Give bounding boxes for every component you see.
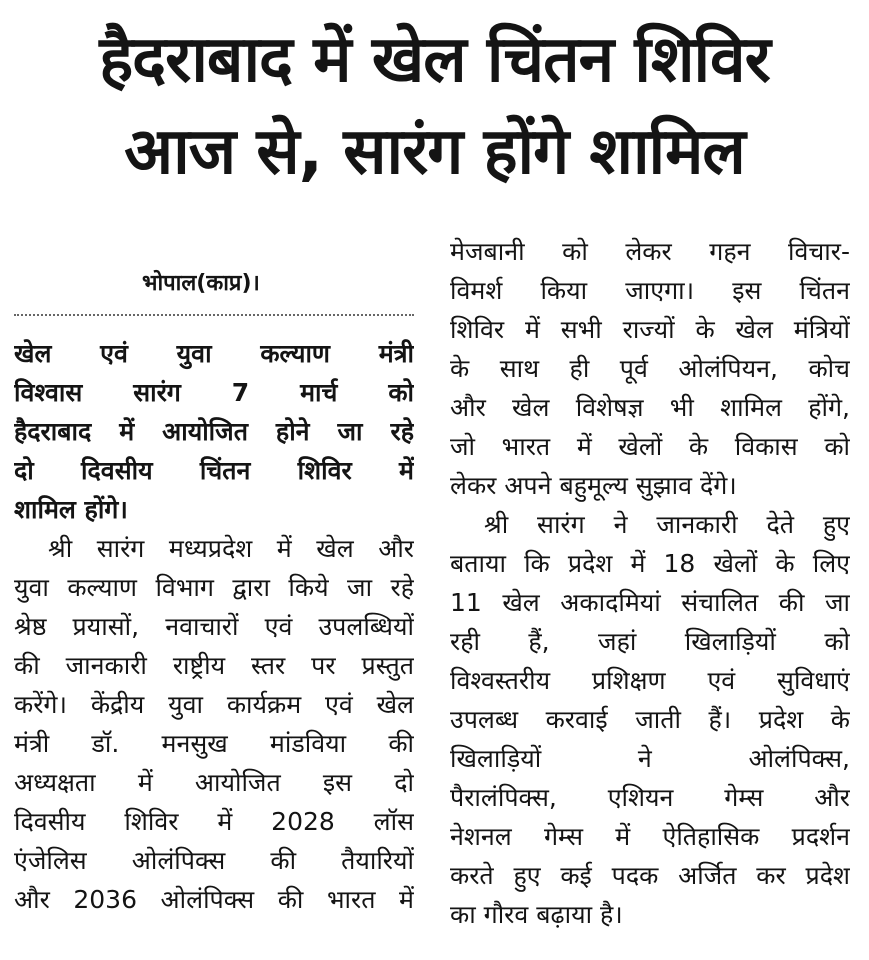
body-line: नेशनल गेम्स में ऐतिहासिक प्रदर्शन xyxy=(450,822,850,851)
lead-line: हैदराबाद में आयोजित होने जा रहे xyxy=(14,417,414,446)
body-line: करते हुए कई पदक अर्जित कर प्रदेश xyxy=(450,861,850,890)
left-column xyxy=(14,262,414,919)
dotted-divider xyxy=(14,314,414,316)
body-line: रही हैं, जहां खिलाड़ियों को xyxy=(450,627,850,656)
lead-line: शामिल होंगे। xyxy=(14,495,128,524)
body-line: जो भारत में खेलों के विकास को xyxy=(450,432,850,461)
body-paragraph-left xyxy=(14,529,414,919)
body-paragraph-right-1 xyxy=(450,232,850,505)
body-line: खिलाड़ियों ने ओलंपिक्स, xyxy=(450,744,850,773)
body-line: और 2036 ओलंपिक्स की भारत में xyxy=(14,885,414,914)
body-paragraph-right-2 xyxy=(450,505,850,934)
lead-line: खेल एवं युवा कल्याण मंत्री xyxy=(14,339,414,368)
lead-line: विश्वास सारंग 7 मार्च को xyxy=(14,378,414,407)
body-line: एंजेलिस ओलंपिक्स की तैयारियों xyxy=(14,846,414,875)
body-line: की जानकारी राष्ट्रीय स्तर पर प्रस्तुत xyxy=(14,651,414,680)
dateline: भोपाल(काप्र)। xyxy=(142,271,260,296)
body-line: बताया कि प्रदेश में 18 खेलों के लिए xyxy=(450,549,850,578)
body-line: श्रेष्ठ प्रयासों, नवाचारों एवं उपलब्धियों xyxy=(14,612,414,641)
headline xyxy=(0,14,869,198)
body-line: दिवसीय शिविर में 2028 लॉस xyxy=(14,807,414,836)
headline-line-1: हैदराबाद में खेल चिंतन शिविर xyxy=(99,23,770,97)
body-line: विश्वस्तरीय प्रशिक्षण एवं सुविधाएं xyxy=(450,666,850,695)
body-line: श्री सारंग मध्यप्रदेश में खेल और xyxy=(48,534,414,563)
body-line: शिविर में सभी राज्यों के खेल मंत्रियों xyxy=(450,315,850,344)
body-line: मंत्री डॉ. मनसुख मांडविया की xyxy=(14,729,414,758)
body-line: का गौरव बढ़ाया है। xyxy=(450,900,623,929)
lead-line: दो दिवसीय चिंतन शिविर में xyxy=(14,456,414,485)
body-line: पैरालंपिक्स, एशियन गेम्स और xyxy=(450,783,850,812)
body-line: करेंगे। केंद्रीय युवा कार्यक्रम एवं खेल xyxy=(14,690,414,719)
lead-paragraph xyxy=(14,334,414,529)
body-line: विमर्श किया जाएगा। इस चिंतन xyxy=(450,276,850,305)
body-line: 11 खेल अकादमियां संचालित की जा xyxy=(450,588,850,617)
body-line: अध्यक्षता में आयोजित इस दो xyxy=(14,768,414,797)
right-column xyxy=(450,232,850,934)
body-line: श्री सारंग ने जानकारी देते हुए xyxy=(484,510,850,539)
body-line: मेजबानी को लेकर गहन विचार- xyxy=(450,237,850,266)
body-line: उपलब्ध करवाई जाती हैं। प्रदेश के xyxy=(450,705,850,734)
body-line: के साथ ही पूर्व ओलंपियन, कोच xyxy=(450,354,850,383)
body-line: लेकर अपने बहुमूल्य सुझाव देंगे। xyxy=(450,471,737,500)
body-line: युवा कल्याण विभाग द्वारा किये जा रहे xyxy=(14,573,414,602)
headline-line-2: आज से, सारंग होंगे शामिल xyxy=(124,115,745,189)
body-line: और खेल विशेषज्ञ भी शामिल होंगे, xyxy=(450,393,850,422)
